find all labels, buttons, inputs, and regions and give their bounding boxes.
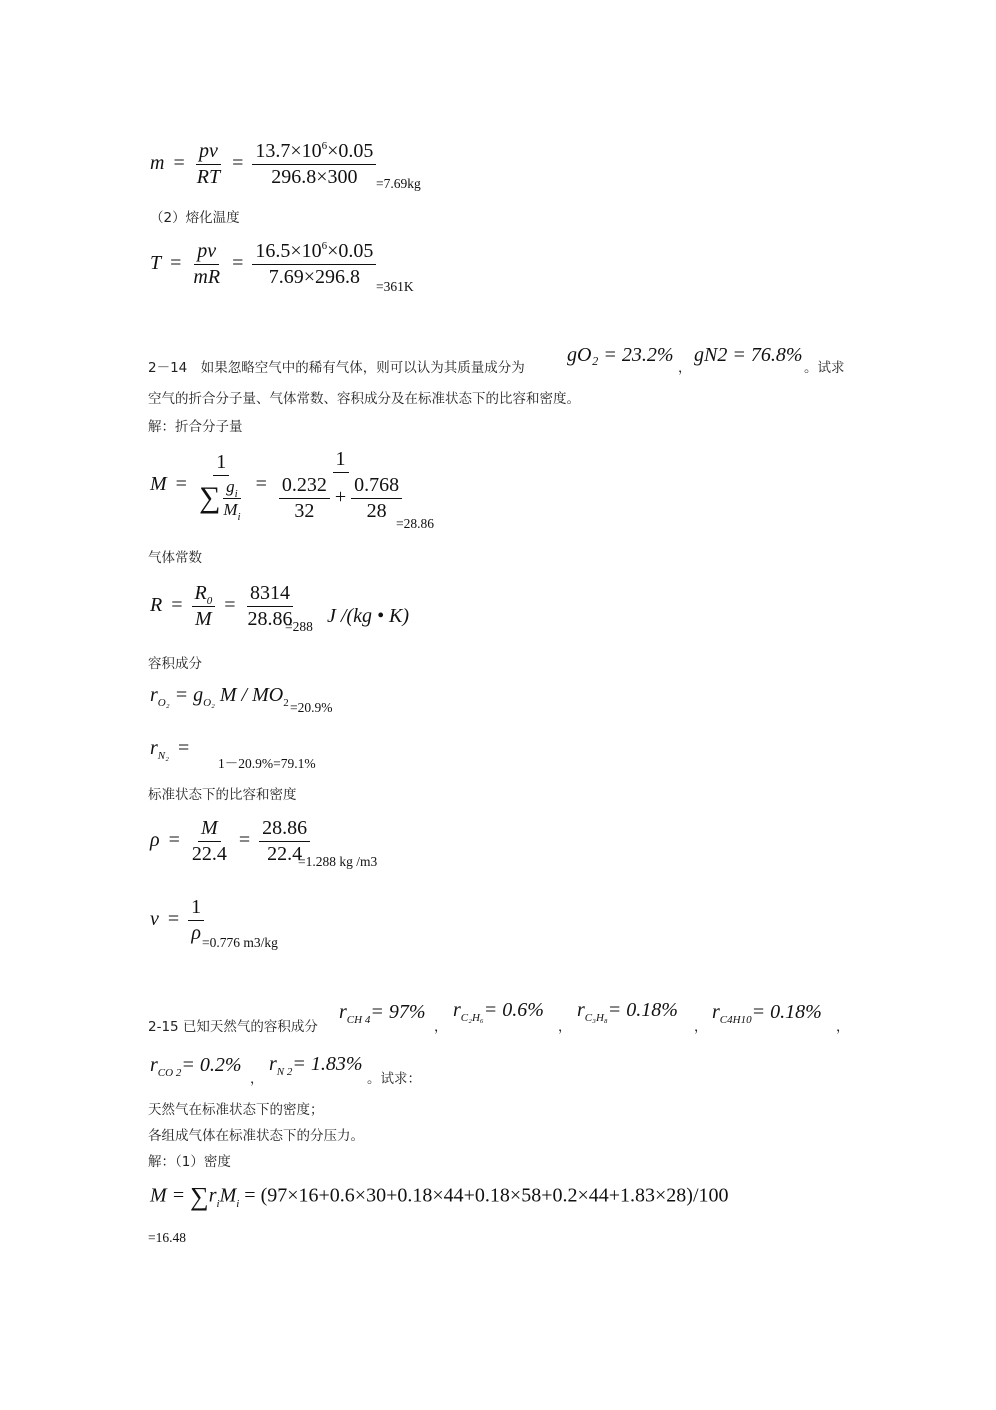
molar-mass-equation: M = 1 ∑ $\frac{g_i}{M_i}$ = 1 $\frac{0.232}{32}$ + $\frac{0.768}{28}$	[150, 448, 405, 523]
specific-volume-equation: v = $\frac{1}{\rho}$	[150, 896, 204, 945]
rc3h8-term: $r_{C_3H_8}= 0.18\%$	[577, 999, 678, 1024]
gas-constant-unit: J /(kg • K)	[327, 605, 409, 627]
problem-2-14-line2: 空气的折合分子量、气体常数、容积成分及在标准状态下的比容和密度。	[148, 391, 580, 407]
standard-state-label: 标准状态下的比容和密度	[148, 787, 297, 803]
pv-over-mr: $\frac{pv}{mR}$	[193, 240, 221, 288]
pv-over-rt: $\frac{pv}{RT}$	[196, 140, 221, 188]
question-1: 天然气在标准状态下的密度；	[148, 1102, 324, 1118]
volume-fraction-label: 容积成分	[148, 656, 202, 672]
go2-value: gO₂ = 23.2%	[567, 344, 674, 366]
gn2-value: gN2 = 76.8%	[694, 344, 803, 366]
gas-constant-result: =288	[285, 619, 313, 634]
gas-constant-equation: R = $\frac{R_0}{M}$ = $\frac{8314}{28.86}$	[150, 582, 293, 630]
gas-constant-label: 气体常数	[148, 550, 202, 566]
specific-volume-result: =0.776 m3/kg	[202, 935, 278, 950]
problem-2-15-intro: 2-15 已知天然气的容积成分	[148, 1019, 318, 1035]
mass-result: =7.69kg	[376, 176, 421, 191]
mixture-molar-mass-result: =16.48	[148, 1230, 186, 1245]
rco2-term: $r_{CO 2}= 0.2\%$	[150, 1054, 242, 1079]
mixture-molar-mass-equation: $M = \sum r_iM_i = (97\times 16+0.6\times 30+0.18\times 44+0.18\times 58+0.2\times 44+1.83\times 28)/100$	[150, 1182, 729, 1211]
rc2h6-term: $r_{C_2H_6}= 0.6\%$	[453, 999, 544, 1024]
rc4h10-term: $r_{C4H10}= 0.18\%$	[712, 1001, 822, 1026]
temperature-numeric-fraction: $\frac{16.5\times 10^6\times 0.05}{7.69\times 296.8}$	[252, 240, 376, 289]
temperature-equation: T = $\frac{pv}{mR}$ = $\frac{16.5\times 10^6\times 0.05}{7.69\times 296.8}$	[150, 240, 376, 289]
rn2-result: 1－20.9%=79.1%	[218, 756, 316, 771]
step2-label: （2）熔化温度	[150, 210, 240, 226]
molar-mass-result: =28.86	[396, 516, 434, 531]
mass-numeric-fraction: $\frac{13.7\times 10^6\times 0.05}{296.8\times 300}$	[252, 140, 376, 189]
rn2-term: $r_{N 2}= 1.83\%$	[269, 1053, 363, 1078]
rn2-equation: $r_{N_2}$ =	[150, 737, 190, 762]
ro2-equation: $r_{O_2} = g_{O_2}$ M / $MO_2$	[150, 684, 289, 709]
solution-2-15-label: 解：（1）密度	[148, 1154, 231, 1170]
solution-label: 解：折合分子量	[148, 419, 243, 435]
temperature-result: =361K	[376, 279, 414, 294]
mass-equation: m = $\frac{pv}{RT}$ = $\frac{13.7\times 10^6\times 0.05}{296.8\times 300}$	[150, 140, 376, 189]
rch4-term: $r_{CH 4}= 97\%$	[339, 1001, 426, 1026]
m-symbol: m	[150, 152, 165, 175]
problem-2-14-intro: 2－14 如果忽略空气中的稀有气体，则可以认为其质量成分为	[148, 360, 525, 376]
density-result: =1.288 kg /m3	[298, 854, 378, 869]
ro2-result: =20.9%	[290, 700, 333, 715]
question-2: 各组成气体在标准状态下的分压力。	[148, 1128, 364, 1144]
density-equation: ρ = $\frac{M}{22.4}$ = $\frac{28.86}{22.4}$	[150, 817, 310, 866]
